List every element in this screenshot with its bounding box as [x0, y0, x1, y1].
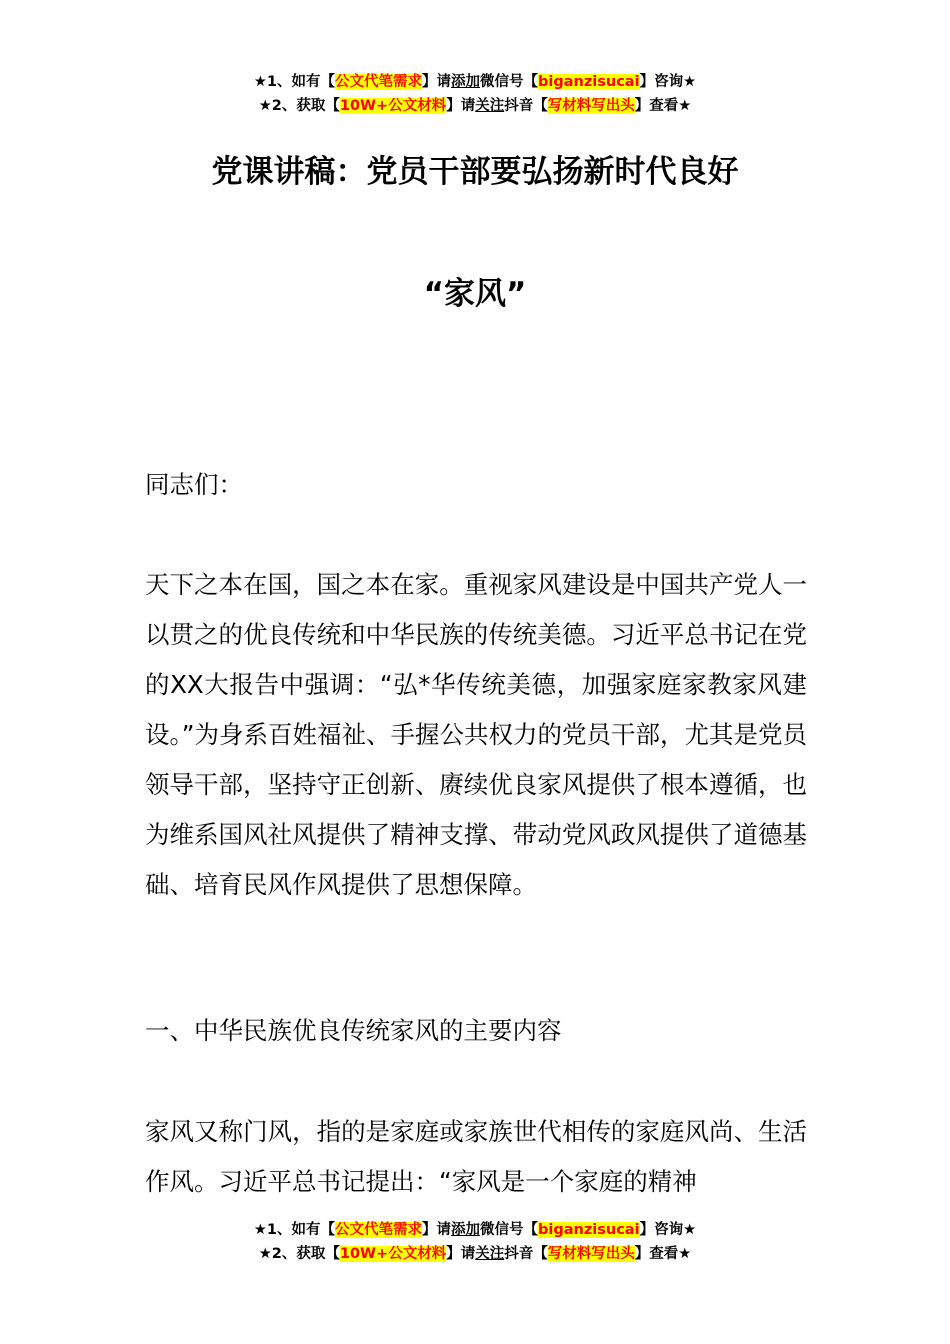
body-paragraph-1: 天下之本在国，国之本在家。重视家风建设是中国共产党人一以贯之的优良传统和中华民族的传统美德。习近平总书记在党的XX大报告中强调：“弘*华传统美德，加强家庭家教家风建设。”为身系百姓福祉、手握公共权力的党员干部，尤其是党员领导干部，坚持守正创新、赓续优良家风提供了根本遵循，也为维系国风社风提供了精神支撑、带动党风政风提供了道德基础、培育民风作风提供了思想保障。	[145, 570, 807, 899]
highlight-wechat-id: biganzisucai	[538, 74, 640, 90]
section-heading-1: 一、中华民族优良传统家风的主要内容	[145, 1016, 562, 1045]
highlight-wechat-id: biganzisucai	[538, 1222, 640, 1238]
body-paragraph-2: 家风又称门风，指的是家庭或家族世代相传的家庭风尚、生活作风。习近平总书记提出：“家风是一个家庭的精神	[145, 1117, 807, 1196]
footer-banner	[0, 1218, 950, 1266]
banner-line-2: ★2、获取【10W+公文材料】请关注抖音【写材料写出头】查看★	[258, 1246, 692, 1262]
greeting: 同志们：	[145, 470, 243, 499]
highlight-materials: 10W+公文材料	[339, 1246, 447, 1262]
highlight-douyin-account: 写材料写出头	[547, 1246, 635, 1262]
highlight-materials: 10W+公文材料	[339, 98, 447, 114]
banner-line-2: ★2、获取【10W+公文材料】请关注抖音【写材料写出头】查看★	[258, 98, 692, 114]
highlight-service: 公文代笔需求	[335, 74, 423, 90]
document-title-line-1: 党课讲稿：党员干部要弘扬新时代良好	[211, 154, 739, 190]
document-title-line-2: “家风”	[423, 276, 527, 312]
banner-line-1: ★1、如有【公文代笔需求】请添加微信号【biganzisucai】咨询★	[253, 1222, 697, 1238]
header-banner	[0, 70, 950, 118]
highlight-douyin-account: 写材料写出头	[547, 98, 635, 114]
highlight-service: 公文代笔需求	[335, 1222, 423, 1238]
banner-line-1: ★1、如有【公文代笔需求】请添加微信号【biganzisucai】咨询★	[253, 74, 697, 90]
